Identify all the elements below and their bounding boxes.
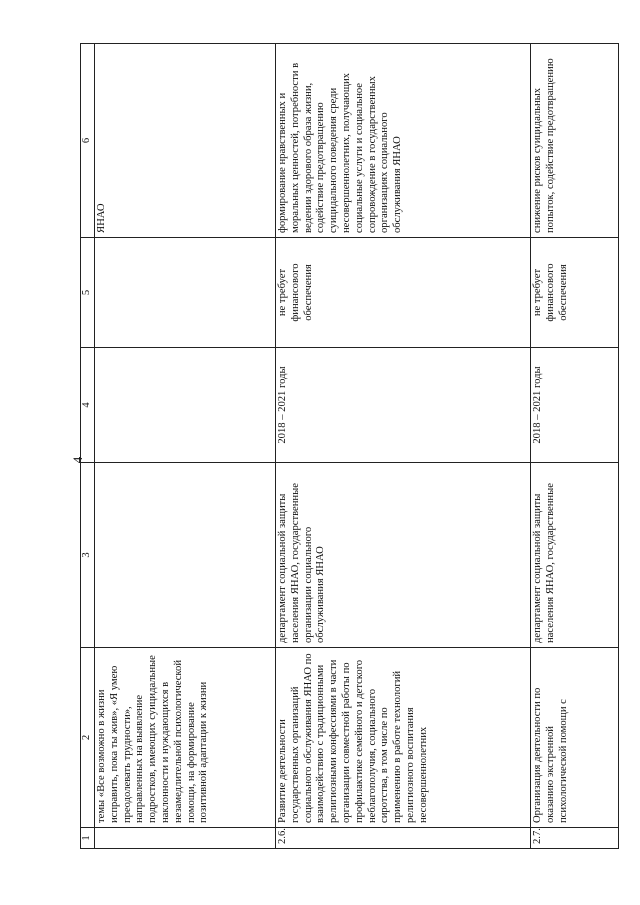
rotated-page-content bbox=[80, 44, 615, 849]
result-cell: ЯНАО bbox=[95, 44, 276, 238]
table-row bbox=[531, 44, 619, 849]
measure-cell: темы «Все возможно в жизни исправить, пока ты жив», «Я умею преодолевать трудности», направленных на выявление подростков, имеющих суицидальные наклонности и нуждающихся в незамедлительной психологической помощи, на формирование позитивной адаптации к жизни bbox=[95, 648, 276, 828]
item-number bbox=[95, 828, 276, 849]
table-row bbox=[95, 44, 276, 849]
column-header: 6 bbox=[81, 44, 95, 238]
column-header: 1 bbox=[81, 828, 95, 849]
financing-cell: не требует финансового обеспечения bbox=[531, 238, 619, 348]
measure-cell: Организация деятельности по оказанию экстренной психологической помощи с bbox=[531, 648, 619, 828]
header-row bbox=[81, 44, 95, 849]
period-cell bbox=[95, 348, 276, 463]
executors-cell: департамент социальной защиты населения ЯНАО, государственные bbox=[531, 463, 619, 648]
result-cell: снижение рисков суицидальных попыток, содействие предотвращению bbox=[531, 44, 619, 238]
financing-cell bbox=[95, 238, 276, 348]
period-cell: 2018 – 2021 годы bbox=[276, 348, 531, 463]
financing-cell: не требует финансового обеспечения bbox=[276, 238, 531, 348]
column-header: 3 bbox=[81, 463, 95, 648]
column-header: 4 bbox=[81, 348, 95, 463]
measure-cell: Развитие деятельности государственных организаций социального обслуживания ЯНАО по взаимодействию с традиционными религиозными конфессиями в части организации совместной работы по профилактике семейного и детского неблагополучия, социального сиротства, в том числе по применению в работе технологий религиозного воспитания несовершеннолетних bbox=[276, 648, 531, 828]
executors-cell: департамент социальной защиты населения ЯНАО, государственные организации социального обслуживания ЯНАО bbox=[276, 463, 531, 648]
page-number: 4 bbox=[70, 456, 85, 464]
table-row bbox=[276, 44, 531, 849]
column-header: 2 bbox=[81, 648, 95, 828]
measures-table bbox=[80, 43, 619, 849]
item-number: 2.6. bbox=[276, 828, 531, 849]
period-cell: 2018 – 2021 годы bbox=[531, 348, 619, 463]
item-number: 2.7. bbox=[531, 828, 619, 849]
result-cell: формирование нравственных и моральных ценностей, потребности в ведении здорового образа жизни, содействие предотвращению суицидального поведения среди несовершеннолетних, получающих социальные услуги и социальное сопровождение в государственных организациях социального обслуживания ЯНАО bbox=[276, 44, 531, 238]
column-header: 5 bbox=[81, 238, 95, 348]
executors-cell bbox=[95, 463, 276, 648]
